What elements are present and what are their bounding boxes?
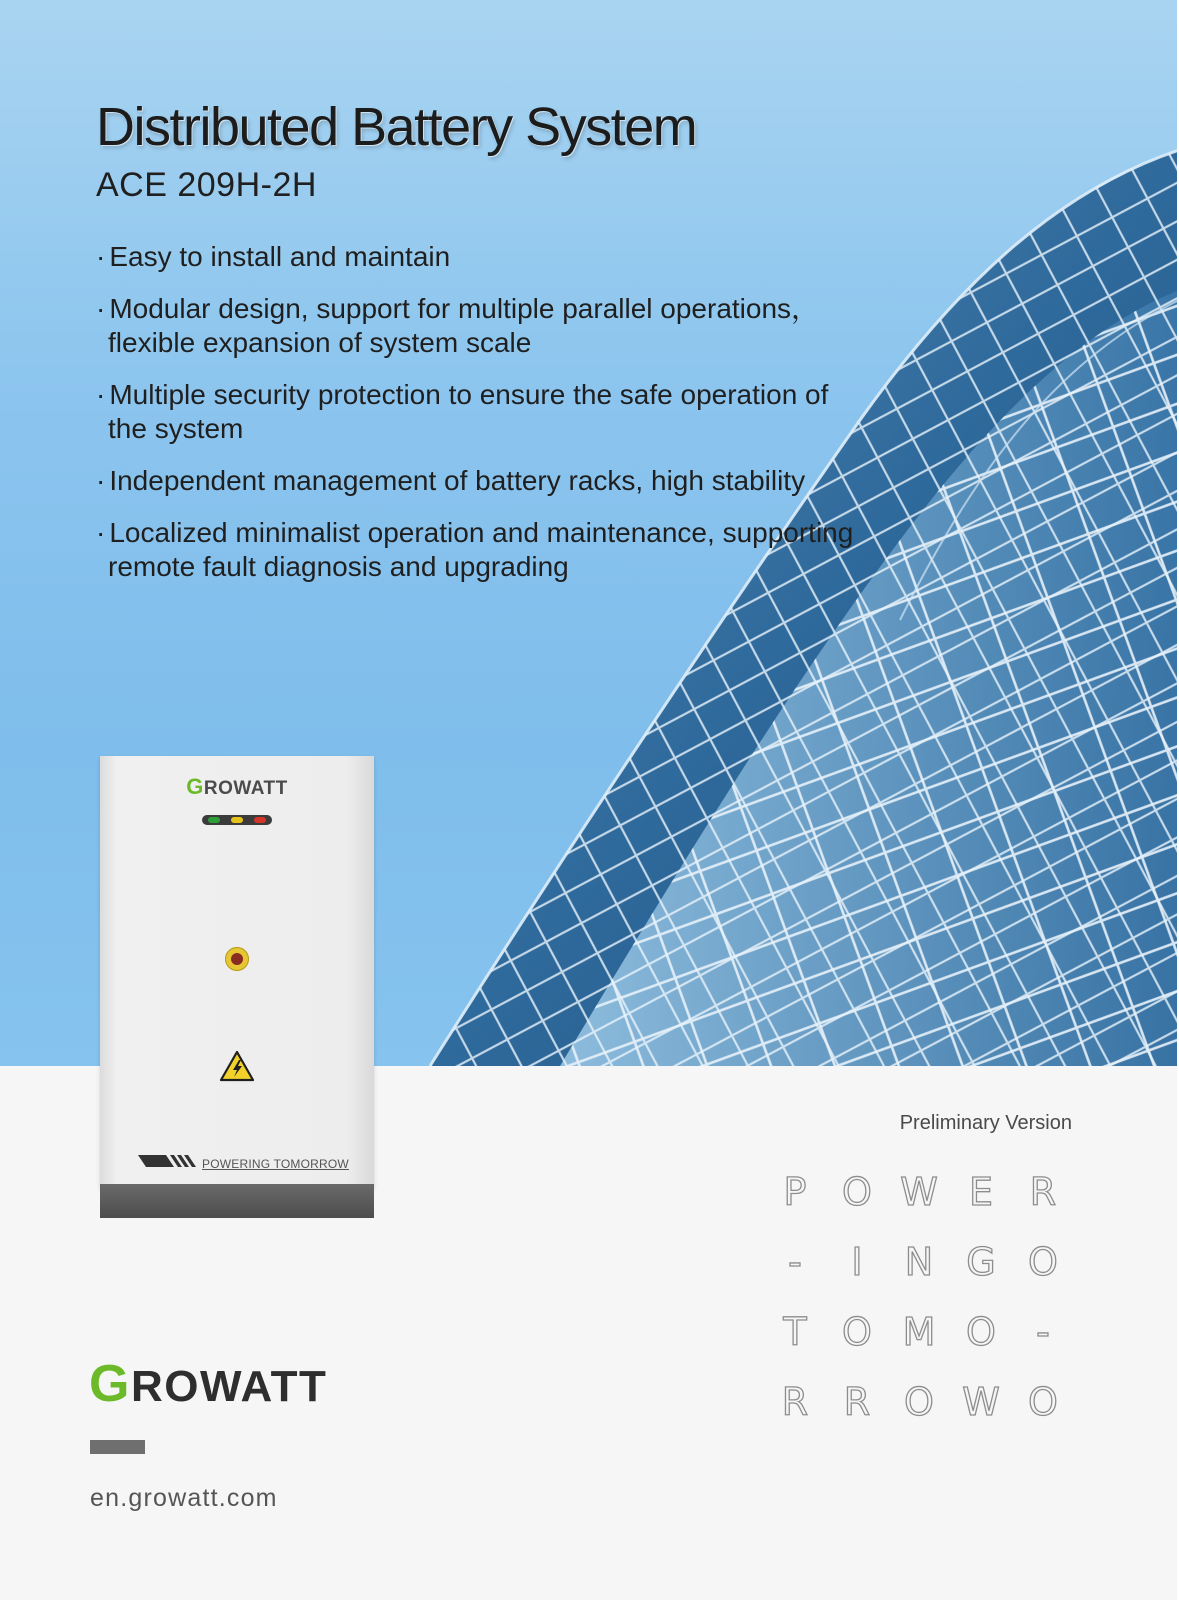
grid-letter: - xyxy=(788,1240,802,1284)
feature-list xyxy=(96,240,856,602)
led-red-icon xyxy=(254,817,266,823)
cabinet-logo-text: ROWATT xyxy=(203,778,288,799)
feature-item: · Easy to install and maintain xyxy=(96,240,856,274)
grid-letter: - xyxy=(1036,1310,1050,1354)
feature-item: · Modular design, support for multiple parallel operations， flexible expansion of system scale xyxy=(96,292,856,360)
grid-letter: W xyxy=(900,1170,938,1214)
grid-letter: R xyxy=(1029,1170,1057,1214)
cabinet-logo-initial: G xyxy=(186,774,204,799)
grid-letter: M xyxy=(902,1310,936,1354)
feature-item: · Multiple security protection to ensure the safe operation of the system xyxy=(96,378,856,446)
grid-letter: O xyxy=(966,1310,996,1354)
status-led-bar xyxy=(202,815,272,825)
version-label: Preliminary Version xyxy=(899,1112,1072,1134)
grid-letter: W xyxy=(962,1380,1000,1424)
feature-item: · Localized minimalist operation and maintenance, supporting remote fault diagnosis and upgrading xyxy=(96,516,856,584)
grid-letter: T xyxy=(783,1310,807,1354)
grid-letter: O xyxy=(842,1310,872,1354)
grid-letter: N xyxy=(904,1240,934,1284)
website-link[interactable]: en.growatt.com xyxy=(90,1484,278,1512)
grid-letter: P xyxy=(783,1170,807,1214)
stripe-decoration-icon xyxy=(138,1155,200,1167)
grid-letter: R xyxy=(781,1380,809,1424)
growatt-logo xyxy=(89,1354,327,1414)
brand-divider xyxy=(90,1440,145,1454)
powering-tomorrow-letter-grid xyxy=(781,1170,1108,1460)
logo-text: ROWATT xyxy=(130,1362,328,1411)
emergency-stop-icon xyxy=(225,947,249,971)
grid-letter: R xyxy=(843,1380,871,1424)
battery-cabinet-image xyxy=(100,756,374,1218)
grid-letter: O xyxy=(1028,1240,1058,1284)
cabinet-tagline: POWERING TOMORROW xyxy=(202,1157,349,1171)
cabinet-logo xyxy=(100,774,374,800)
grid-letter: O xyxy=(1028,1380,1058,1424)
grid-letter: O xyxy=(842,1170,872,1214)
grid-letter: E xyxy=(968,1170,993,1214)
led-green-icon xyxy=(208,817,220,823)
grid-letter: O xyxy=(904,1380,934,1424)
led-yellow-icon xyxy=(231,817,243,823)
model-name: ACE 209H-2H xyxy=(96,166,317,204)
logo-initial: G xyxy=(89,1355,131,1413)
page-title: Distributed Battery System xyxy=(96,97,697,157)
grid-letter: G xyxy=(966,1240,996,1284)
feature-item: · Independent management of battery racks, high stability xyxy=(96,464,856,498)
grid-letter: I xyxy=(851,1240,863,1284)
high-voltage-warning-icon xyxy=(219,1050,255,1082)
cabinet-base xyxy=(100,1184,374,1218)
